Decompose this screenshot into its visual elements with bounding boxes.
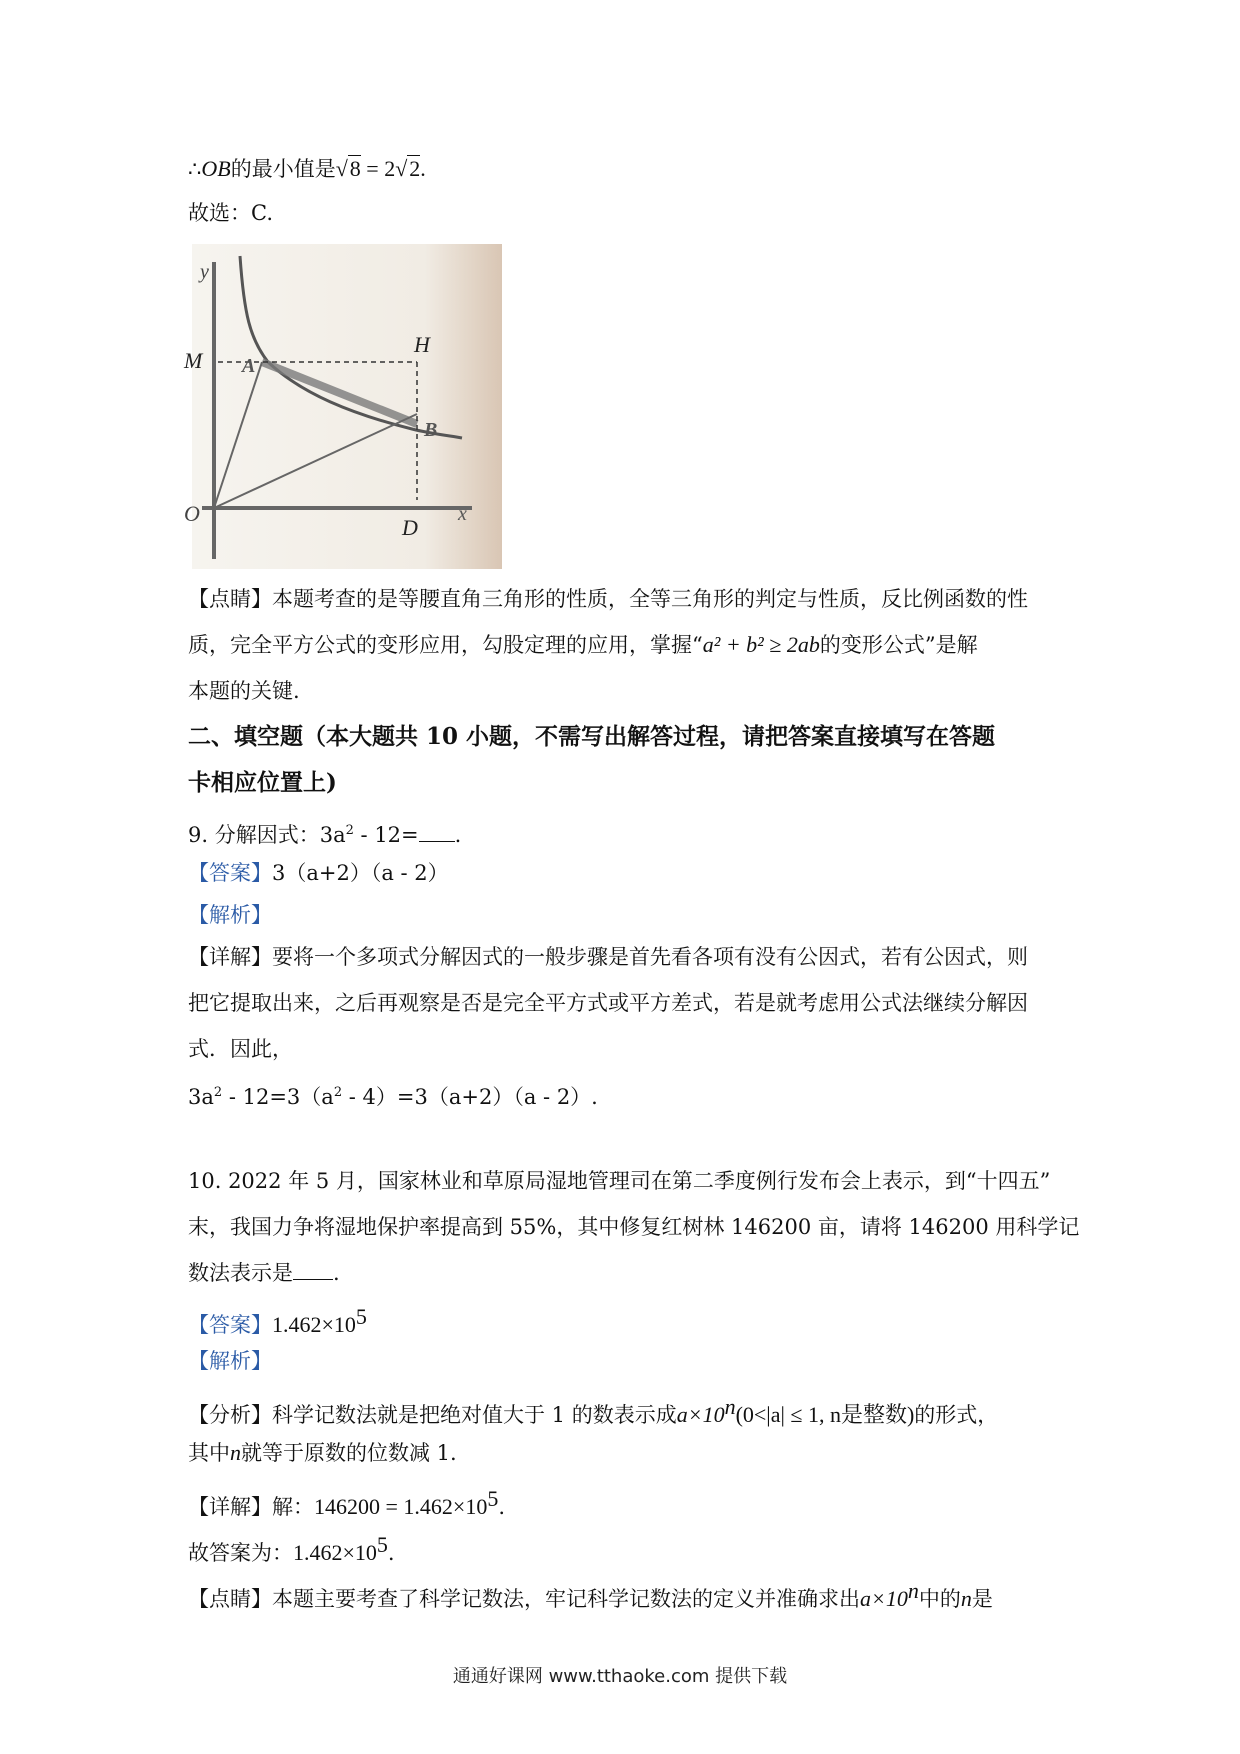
q9-calc: $3a^2 - 12=3(a^2 - 4)=3(a+2)(a - 2)$. bbox=[188, 1085, 598, 1109]
dianjing-1-line1: 【点睛】本题考查的是等腰直角三角形的性质，全等三角形的判定与性质，反比例函数的性 bbox=[188, 587, 1028, 611]
q10-dianjing: 【点睛】本题主要考查了科学记数法，牢记科学记数法的定义并准确求出$a\times 10^n$中的n是 bbox=[188, 1578, 993, 1611]
q10-analysis-tag: 【解析】 bbox=[188, 1349, 272, 1373]
label-b: B bbox=[424, 419, 438, 441]
q9-analysis-tag: 【解析】 bbox=[188, 903, 272, 927]
section-2-heading-line2: 卡相应位置上) bbox=[188, 769, 337, 796]
q9-blank bbox=[419, 821, 455, 842]
label-a: A bbox=[242, 355, 256, 377]
ob-minimum-line: ∴OB的最小值是√8 = 2√2. bbox=[188, 156, 426, 181]
q9-detail-line2: 把它提取出来，之后再观察是否是完全平方式或平方差式，若是就考虑用公式法继续分解因 bbox=[188, 991, 1028, 1015]
page-footer: 通通好课网 www.tthaoke.com 提供下载 bbox=[452, 1666, 788, 1687]
q10-question-line1: 10. 2022 年 5 月，国家林业和草原局湿地管理司在第二季度例行发布会上表示，到“十四五” bbox=[188, 1169, 1051, 1193]
dianjing-1-line2: 质，完全平方公式的变形应用，勾股定理的应用，掌握“a² + b² ≥ 2ab的变形公式”是解 bbox=[188, 632, 978, 657]
q10-fenxi-line2: 其中n就等于原数的位数减 1. bbox=[188, 1440, 457, 1465]
label-h: H bbox=[414, 332, 430, 357]
q10-detail: 【详解】解：$146200 = 1.462\times 10^5$. bbox=[188, 1486, 506, 1519]
label-m: M bbox=[184, 348, 203, 373]
q10-question-line2: 末，我国力争将湿地保护率提高到 55%，其中修复红树林 146200 亩，请将 146200 用科学记 bbox=[188, 1215, 1080, 1239]
q10-fenxi-line1: 【分析】科学记数法就是把绝对值大于 1 的数表示成$a\times 10^n(0<|a| \le 1$, n是整数)的形式， bbox=[188, 1394, 999, 1427]
q9-question: 9. 分解因式：$3a^2 - 12=$ . bbox=[188, 823, 462, 847]
label-o: O bbox=[184, 501, 200, 526]
dianjing-1-line3: 本题的关键. bbox=[188, 679, 300, 703]
choose-answer: 故选：C. bbox=[188, 201, 273, 225]
q10-question-line3: 数法表示是 . bbox=[188, 1261, 340, 1285]
q10-blank bbox=[293, 1259, 333, 1280]
geometry-figure bbox=[184, 244, 502, 569]
label-d: D bbox=[402, 515, 418, 540]
label-y: y bbox=[200, 261, 209, 283]
figure-background bbox=[192, 244, 502, 569]
q9-detail-line3: 式．因此， bbox=[188, 1037, 293, 1061]
label-x: x bbox=[458, 503, 467, 525]
q10-final-answer: 故答案为：$1.462\times 10^5$. bbox=[188, 1532, 395, 1565]
q9-detail-line1: 【详解】要将一个多项式分解因式的一般步骤是首先看各项有没有公因式，若有公因式，则 bbox=[188, 945, 1028, 969]
q9-answer: 【答案】3（a+2）（a - 2） bbox=[188, 861, 449, 885]
q10-answer: 【答案】$1.462\times 10^5$ bbox=[188, 1304, 367, 1337]
section-2-heading-line1: 二、填空题（本大题共 10 小题，不需写出解答过程，请把答案直接填写在答题 bbox=[188, 723, 996, 750]
